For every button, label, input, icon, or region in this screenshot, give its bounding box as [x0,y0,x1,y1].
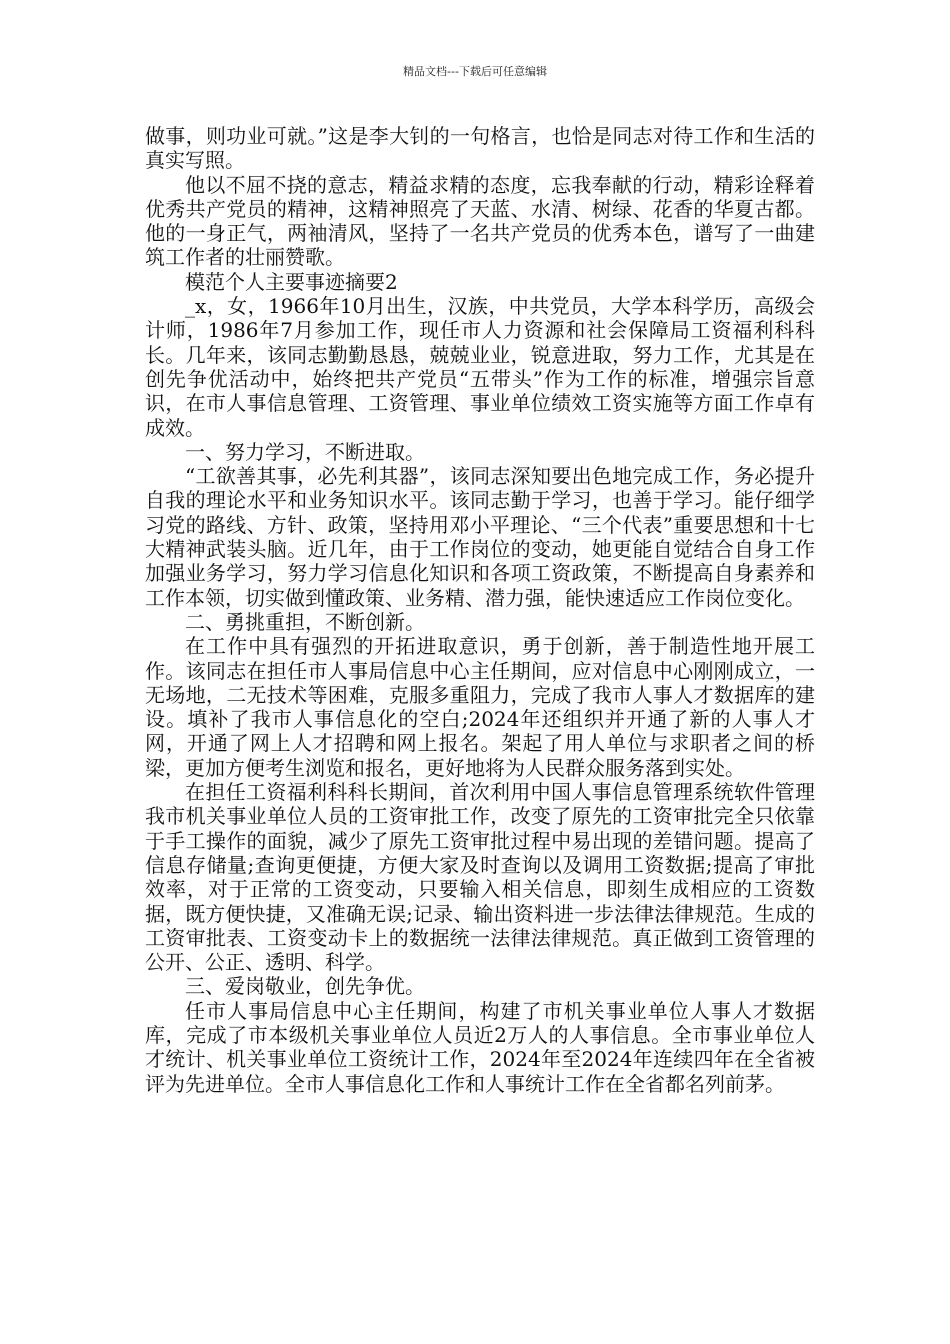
section-heading: 三、爱岗敬业，创先争优。 [185,974,425,999]
paragraph: 他以不屈不挠的意志，精益求精的态度，忘我奉献的行动，精彩诠释着优秀共产党员的精神，这精神照亮了天蓝、水清、树绿、花香的华夏古都。他的一身正气，两袖清风，坚持了一名共产党员的优秀本色，谱写了一曲建筑工作者的壮丽赞歌。 [145,172,815,270]
section-heading: 二、勇挑重担，不断创新。 [185,609,425,634]
paragraph: _x，女，1966年10月出生，汉族，中共党员，大学本科学历，高级会计师，1986年7月参加工作，现任市人力资源和社会保障局工资福利科科长。几年来，该同志勤勤恳恳，兢兢业业，锐意进取，努力工作，尤其是在创先争优活动中，始终把共产党员“五带头”作为工作的标准，增强宗旨意识，在市人事信息管理、工资管理、事业单位绩效工资实施等方面工作卓有成效。 [145,294,815,440]
section-title: 模范个人主要事迹摘要2 [185,269,398,294]
paragraph: 在担任工资福利科科长期间，首次利用中国人事信息管理系统软件管理我市机关事业单位人员的工资审批工作，改变了原先的工资审批完全只依靠于手工操作的面貌，减少了原先工资审批过程中易出现的差错问题。提高了信息存储量;查询更便捷，方便大家及时查询以及调用工资数据;提高了审批效率，对于正常的工资变动，只要输入相关信息，即刻生成相应的工资数据，既方便快捷，又准确无误;记录、输出资料进一步法律法律规范。生成的工资审批表、工资变动卡上的数据统一法律法律规范。真正做到工资管理的公开、公正、透明、科学。 [145,780,815,975]
page-header: 精品文档---下载后可任意编辑 [403,65,547,78]
paragraph: 在工作中具有强烈的开拓进取意识，勇于创新，善于制造性地开展工作。该同志在担任市人事局信息中心主任期间，应对信息中心刚刚成立，一无场地，二无技术等困难，克服多重阻力，完成了我市人事人才数据库的建设。填补了我市人事信息化的空白;2024年还组织并开通了新的人事人才网，开通了网上人才招聘和网上报名。架起了用人单位与求职者之间的桥梁，更加方便考生浏览和报名，更好地将为人民群众服务落到实处。 [145,634,815,780]
document-body [145,124,815,1096]
paragraph: “工欲善其事，必先利其器”，该同志深知要出色地完成工作，务必提升自我的理论水平和业务知识水平。该同志勤于学习，也善于学习。能仔细学习党的路线、方针、政策，坚持用邓小平理论、“三个代表”重要思想和十七大精神武装头脑。近几年，由于工作岗位的变动，她更能自觉结合自身工作加强业务学习，努力学习信息化知识和各项工资政策，不断提高自身素养和工作本领，切实做到懂政策、业务精、潜力强，能快速适应工作岗位变化。 [145,464,815,610]
section-heading: 一、努力学习，不断进取。 [185,439,425,464]
paragraph: 做事，则功业可就。”这是李大钊的一句格言，也恰是同志对待工作和生活的真实写照。 [145,124,815,173]
paragraph: 任市人事局信息中心主任期间，构建了市机关事业单位人事人才数据库，完成了市本级机关事业单位人员近2万人的人事信息。全市事业单位人才统计、机关事业单位工资统计工作，2024年至2024年连续四年在全省被评为先进单位。全市人事信息化工作和人事统计工作在全省都名列前茅。 [145,998,815,1096]
